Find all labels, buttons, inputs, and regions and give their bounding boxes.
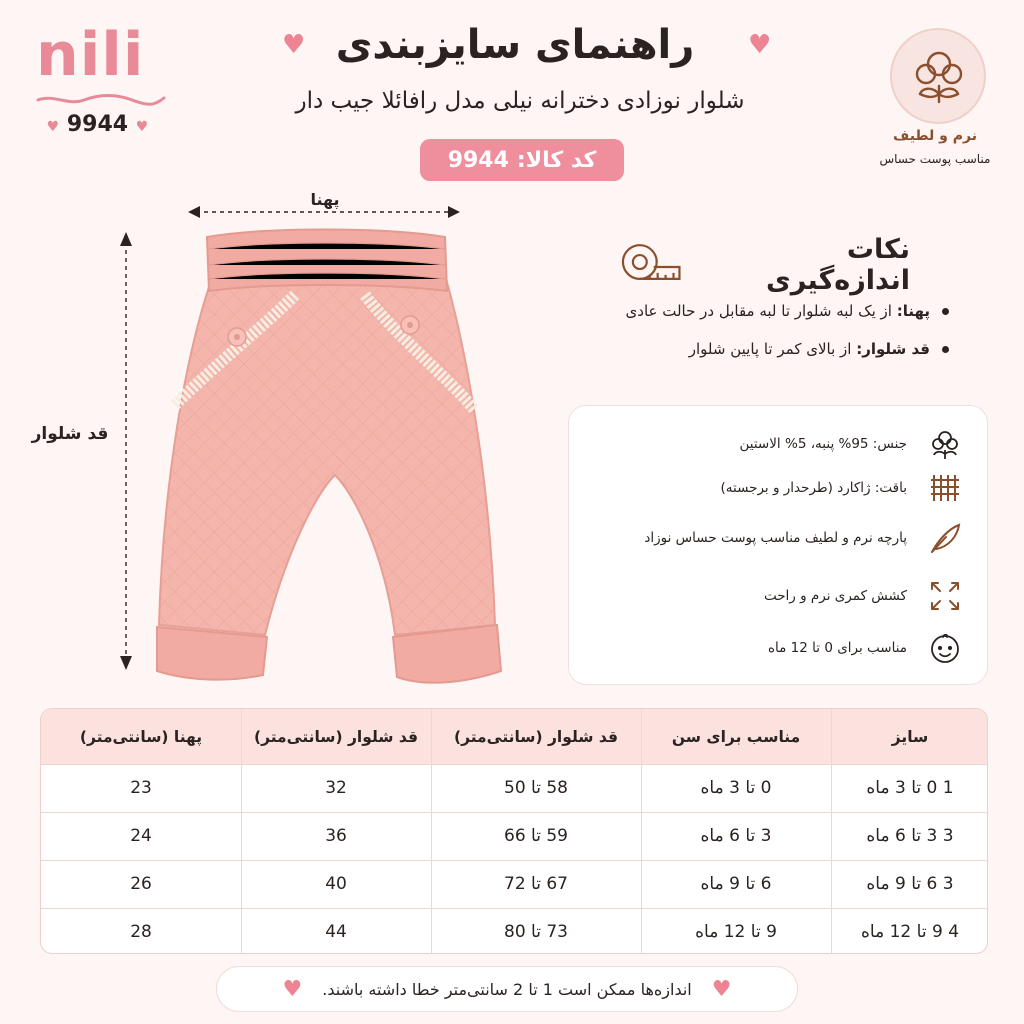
header-size: سایز bbox=[891, 727, 929, 746]
table-cell: 6 تا 9 ماه bbox=[700, 874, 772, 894]
heart-icon: ♥ bbox=[711, 976, 732, 1002]
table-cell: 36 bbox=[325, 826, 347, 846]
feature-item: کشش کمری نرم و راحت bbox=[585, 576, 965, 616]
divider bbox=[641, 709, 642, 954]
table-cell: 67 تا 72 bbox=[504, 874, 568, 894]
table-cell: 73 تا 80 bbox=[504, 921, 568, 942]
table-cell: 24 bbox=[130, 826, 152, 846]
table-cell: 4 9 تا 12 ماه bbox=[860, 921, 960, 942]
logo-code: ♥ 9944 ♥ bbox=[46, 112, 149, 137]
features-card bbox=[568, 405, 988, 685]
cotton-badge-subtitle: مناسب پوست حساس bbox=[879, 152, 991, 166]
width-dimension-label: پهنا bbox=[310, 190, 340, 209]
divider bbox=[431, 709, 432, 954]
heart-icon: ♥ bbox=[46, 119, 60, 135]
pants-illustration bbox=[145, 225, 525, 695]
stretch-icon bbox=[925, 576, 965, 616]
heart-icon: ♥ bbox=[135, 119, 149, 135]
cotton-icon bbox=[925, 424, 965, 464]
table-cell: 3 3 تا 6 ماه bbox=[866, 826, 954, 846]
feather-icon bbox=[925, 518, 965, 558]
product-subtitle: شلوار نوزادی دخترانه نیلی مدل رافائلا جیب دار bbox=[295, 88, 745, 114]
heart-icon: ♥ bbox=[748, 30, 772, 60]
feature-item: جنس: 95% پنبه، 5% الاستین bbox=[585, 424, 965, 464]
divider bbox=[41, 812, 988, 813]
note-item: قد شلوار: از بالای کمر تا پایین شلوار bbox=[529, 340, 949, 358]
header-length-range: قد شلوار (سانتی‌متر) bbox=[453, 727, 619, 746]
feature-item: پارچه نرم و لطیف مناسب پوست حساس نوزاد bbox=[585, 518, 965, 558]
header-length: قد شلوار (سانتی‌متر) bbox=[253, 727, 419, 746]
table-cell: 59 تا 66 bbox=[504, 826, 568, 846]
divider bbox=[41, 860, 988, 861]
tolerance-note: ♥ اندازه‌ها ممکن است 1 تا 2 سانتی‌متر خطا داشته باشند. ♥ bbox=[216, 966, 798, 1012]
table-cell: 32 bbox=[325, 778, 347, 798]
table-cell: 3 تا 6 ماه bbox=[700, 826, 772, 846]
measuring-tape-icon bbox=[620, 242, 681, 288]
size-table bbox=[40, 708, 988, 954]
table-cell: 26 bbox=[130, 874, 152, 894]
baby-face-icon bbox=[925, 628, 965, 668]
heart-icon: ♥ bbox=[282, 976, 303, 1002]
page-title: راهنمای سایزبندی bbox=[335, 22, 695, 68]
table-cell: 58 تا 50 bbox=[504, 778, 568, 798]
table-cell: 9 تا 12 ماه bbox=[695, 921, 777, 942]
note-item: پهنا: از یک لبه شلوار تا لبه مقابل در حالت عادی bbox=[529, 302, 949, 320]
weave-icon bbox=[925, 468, 965, 508]
table-cell: 1 0 تا 3 ماه bbox=[866, 778, 954, 798]
cotton-badge-title: نرم و لطیف bbox=[893, 128, 977, 144]
divider bbox=[41, 908, 988, 909]
table-cell: 0 تا 3 ماه bbox=[700, 778, 772, 798]
measurement-notes-title: نکات اندازه‌گیری bbox=[620, 234, 910, 296]
header-width: پهنا (سانتی‌متر) bbox=[79, 727, 203, 746]
logo-text: nili bbox=[36, 20, 145, 90]
feature-item: باقت: ژاکارد (طرحدار و برجسته) bbox=[585, 468, 965, 508]
code-value: 9944 bbox=[447, 147, 509, 173]
table-cell: 3 6 تا 9 ماه bbox=[866, 874, 954, 894]
heart-icon: ♥ bbox=[282, 30, 306, 60]
table-cell: 28 bbox=[130, 921, 152, 942]
divider bbox=[831, 709, 832, 954]
divider bbox=[241, 709, 242, 954]
table-cell: 23 bbox=[130, 778, 152, 798]
height-dimension-label: قد شلوار bbox=[31, 424, 109, 444]
header-age: مناسب برای سن bbox=[671, 727, 801, 746]
divider bbox=[41, 764, 988, 765]
table-cell: 44 bbox=[325, 921, 347, 942]
feature-item: مناسب برای 0 تا 12 ماه bbox=[585, 628, 965, 668]
code-label: کد کالا: bbox=[516, 147, 597, 173]
table-cell: 40 bbox=[325, 874, 347, 894]
